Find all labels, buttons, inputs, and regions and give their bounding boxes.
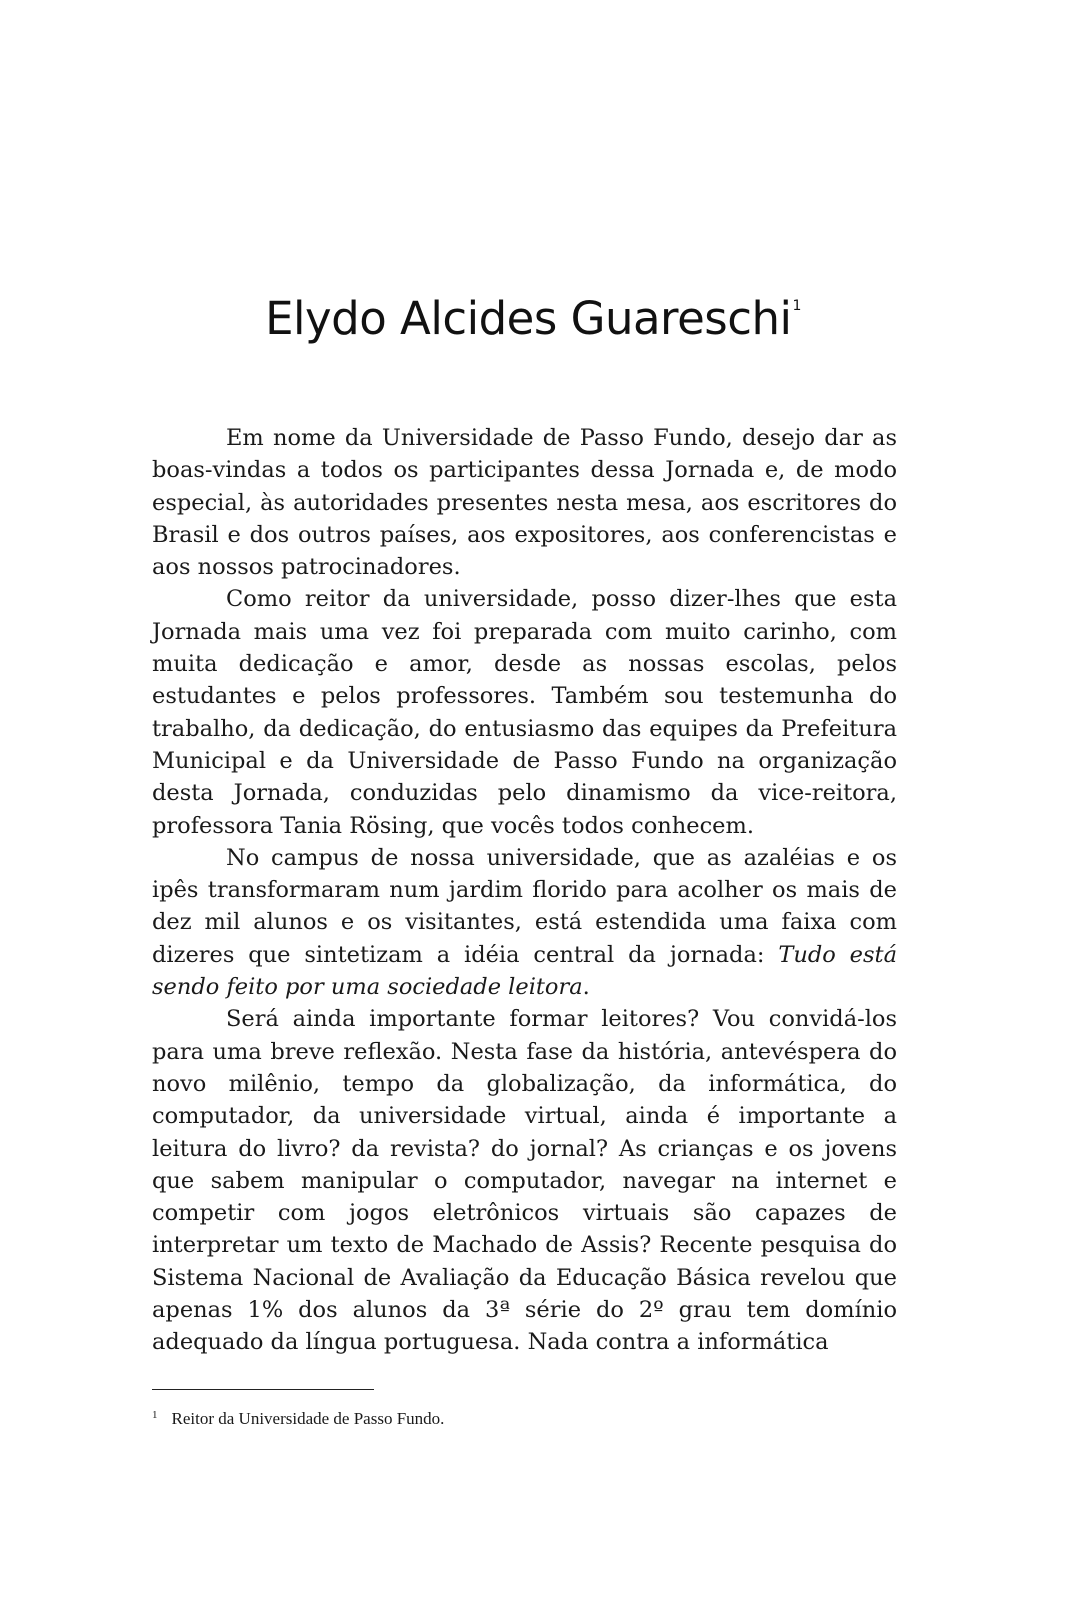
footnote-mark: 1	[152, 1409, 158, 1421]
paragraph-3	[152, 842, 897, 1003]
paragraph-4-text: Será ainda importante formar leitores? Vou convidá-los para uma breve reflexão. Nesta fase da história, antevéspera do novo milênio, tempo da globalização, da informática, do computador, da universidade virtual, ainda é importante a leitura do livro? da revista? do jornal? As crianças e os jovens que sabem manipular o computador, navegar na internet e competir com jogos eletrônicos virtuais são capazes de interpretar um texto de Machado de Assis? Recente pesquisa do Sistema Nacional de Avaliação da Educação Básica revelou que apenas 1% dos alunos da 3ª série do 2º grau tem domínio adequado da língua portuguesa. Nada contra a informática	[152, 1006, 897, 1356]
footnote-divider	[152, 1389, 374, 1390]
paragraph-2	[152, 583, 897, 841]
title-footnote-ref: 1	[792, 298, 801, 314]
title-text: Elydo Alcides Guareschi	[265, 292, 792, 345]
paragraph-2-text: Como reitor da universidade, posso dizer-lhes que esta Jornada mais uma vez foi preparada com muito carinho, com muita dedicação e amor, desde as nossas escolas, pelos estudantes e pelos professores. Também sou testemunha do trabalho, da dedicação, do entusiasmo das equipes da Prefeitura Municipal e da Universidade de Passo Fundo na organização desta Jornada, conduzidas pelo dinamismo da vice-reitora, professora Tania Rösing, que vocês todos conhecem.	[152, 586, 897, 839]
paragraph-4	[152, 1003, 897, 1358]
footnote	[152, 1404, 897, 1430]
footnote-text: Reitor da Universidade de Passo Fundo.	[171, 1409, 445, 1428]
paragraph-1	[152, 422, 897, 583]
page-title	[0, 292, 1066, 345]
paragraph-3-italic-quote: Tudo está sendo feito por uma sociedade leitora	[152, 941, 898, 1001]
paragraph-3-text: No campus de nossa universidade, que as azaléias e os ipês transformaram num jardim florido para acolher os mais de dez mil alunos e os visitantes, está estendida uma faixa com dizeres que sintetizam a idéia central da jornada:	[152, 844, 897, 968]
paragraph-3-end: .	[582, 974, 590, 1001]
paragraph-1-text: Em nome da Universidade de Passo Fundo, desejo dar as boas-vindas a todos os participantes dessa Jornada e, de modo especial, às autoridades presentes nesta mesa, aos escritores do Brasil e dos outros países, aos expositores, aos conferencistas e aos nossos patrocinadores.	[152, 425, 897, 581]
body-text	[152, 422, 897, 1359]
